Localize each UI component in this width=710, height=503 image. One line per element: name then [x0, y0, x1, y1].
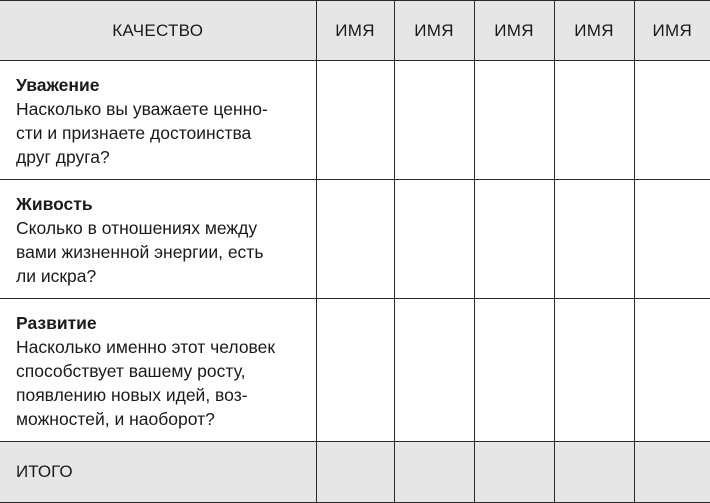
score-cell[interactable] — [394, 299, 474, 442]
score-cell[interactable] — [634, 180, 710, 299]
total-cell[interactable] — [634, 442, 710, 503]
table-row — [0, 61, 710, 180]
quality-description: Насколько именно этот человек способствует вашему росту, появлению новых идей, воз- можностей, и наоборот? — [16, 337, 276, 429]
quality-cell-development — [0, 299, 316, 442]
score-cell[interactable] — [394, 61, 474, 180]
quality-description: Сколько в отношениях между вами жизненной энергии, есть ли искра? — [16, 218, 264, 286]
total-row — [0, 442, 710, 503]
score-cell[interactable] — [554, 299, 634, 442]
name-column-header-1: ИМЯ — [316, 1, 394, 61]
score-cell[interactable] — [634, 299, 710, 442]
name-column-header-2: ИМЯ — [394, 1, 474, 61]
total-cell[interactable] — [316, 442, 394, 503]
score-cell[interactable] — [554, 61, 634, 180]
score-cell[interactable] — [554, 180, 634, 299]
total-cell[interactable] — [474, 442, 554, 503]
quality-description: Насколько вы уважаете ценно- сти и признаете достоинства друг друга? — [16, 99, 268, 167]
score-cell[interactable] — [394, 180, 474, 299]
quality-title: Уважение — [16, 75, 100, 95]
score-cell[interactable] — [316, 61, 394, 180]
name-column-header-5: ИМЯ — [634, 1, 710, 61]
score-cell[interactable] — [474, 61, 554, 180]
quality-cell-liveliness — [0, 180, 316, 299]
quality-column-header: КАЧЕСТВО — [0, 1, 316, 61]
table-row — [0, 299, 710, 442]
name-column-header-4: ИМЯ — [554, 1, 634, 61]
score-cell[interactable] — [474, 299, 554, 442]
table-row — [0, 180, 710, 299]
total-label: ИТОГО — [0, 442, 316, 503]
header-row — [0, 1, 710, 61]
name-column-header-3: ИМЯ — [474, 1, 554, 61]
quality-title: Живость — [16, 194, 93, 214]
total-cell[interactable] — [554, 442, 634, 503]
quality-cell-respect — [0, 61, 316, 180]
score-cell[interactable] — [474, 180, 554, 299]
quality-title: Развитие — [16, 313, 97, 333]
score-cell[interactable] — [316, 180, 394, 299]
score-cell[interactable] — [634, 61, 710, 180]
total-cell[interactable] — [394, 442, 474, 503]
score-cell[interactable] — [316, 299, 394, 442]
